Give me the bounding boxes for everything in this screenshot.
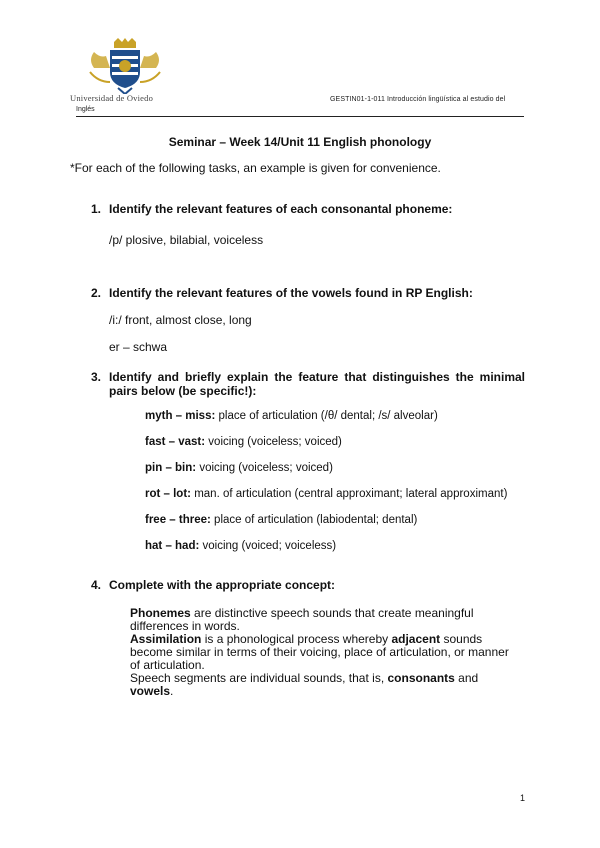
task-3-heading: 3. Identify and briefly explain the feature that distinguishes the minimal pairs below (be specific!): <box>91 370 525 398</box>
assimilation-sentence: Assimilation is a phonological process whereby adjacent sounds become similar in terms of their voicing, place of articulation, or manner of articulation. <box>130 632 509 672</box>
task-2-example: er – schwa <box>109 340 168 354</box>
minimal-pair: free – three: place of articulation (labiodental; dental) <box>145 514 418 526</box>
task-1-example: /p/ plosive, bilabial, voiceless <box>109 233 264 247</box>
segments-sentence: Speech segments are individual sounds, that is, consonants and vowels. <box>130 671 479 698</box>
intro-note: *For each of the following tasks, an example is given for convenience. <box>70 161 441 175</box>
page-number: 1 <box>520 793 526 803</box>
minimal-pair: hat – had: voicing (voiced; voiceless) <box>145 540 337 552</box>
header-rule <box>76 116 524 117</box>
task-4-heading: 4. Complete with the appropriate concept: <box>91 578 336 592</box>
course-code: GESTIN01-1-011 Introducción lingüística al estudio del <box>330 96 506 103</box>
university-name: Universidad de Oviedo <box>70 93 154 103</box>
document-title: Seminar – Week 14/Unit 11 English phonology <box>168 135 432 149</box>
minimal-pair: fast – vast: voicing (voiceless; voiced) <box>145 436 342 448</box>
minimal-pair: rot – lot: man. of articulation (central approximant; lateral approximant) <box>145 488 508 500</box>
university-crest-logo <box>84 38 166 94</box>
department: Inglés <box>76 106 95 113</box>
concept-paragraph <box>130 607 510 698</box>
minimal-pair: myth – miss: place of articulation (/θ/ dental; /s/ alveolar) <box>145 410 438 422</box>
task-2-example: /i:/ front, almost close, long <box>109 313 252 327</box>
minimal-pair: pin – bin: voicing (voiceless; voiced) <box>145 462 333 474</box>
task-2-heading: 2. Identify the relevant features of the vowels found in RP English: <box>91 286 473 300</box>
phonemes-sentence: Phonemes are distinctive speech sounds that create meaningful differences in words. <box>130 606 474 633</box>
task-1-heading: 1. Identify the relevant features of each consonantal phoneme: <box>91 202 453 216</box>
